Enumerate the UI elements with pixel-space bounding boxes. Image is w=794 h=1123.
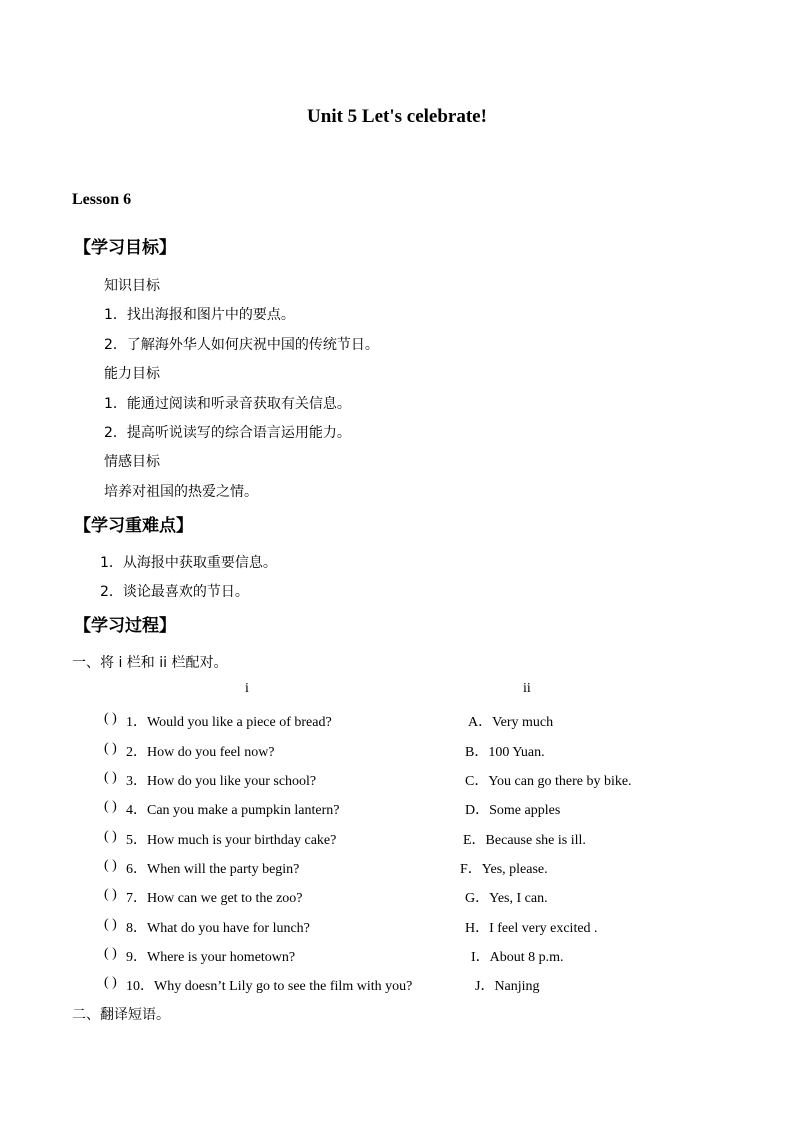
- process-heading: 【学习过程】: [74, 616, 176, 636]
- match-answer: H．I feel very excited .: [465, 921, 598, 936]
- match-question: 5．How much is your birthday cake?: [126, 833, 337, 848]
- match-answer: A．Very much: [468, 715, 554, 730]
- match-question: 4．Can you make a pumpkin lantern?: [126, 803, 340, 818]
- match-question: 7．How can we get to the zoo?: [126, 891, 303, 906]
- match-answer: C．You can go there by bike.: [465, 774, 632, 789]
- knowledge-goal-item: 1．找出海报和图片中的要点。: [104, 307, 295, 323]
- match-answer: I．About 8 p.m.: [471, 950, 564, 965]
- match-question: 3．How do you like your school?: [126, 774, 317, 789]
- match-question: 6．When will the party begin?: [126, 862, 300, 877]
- key-point-item: 2．谈论最喜欢的节日。: [100, 584, 249, 600]
- answer-blank[interactable]: ( ): [104, 946, 117, 961]
- answer-blank[interactable]: ( ): [104, 829, 117, 844]
- answer-blank[interactable]: ( ): [104, 858, 117, 873]
- emotion-goal-label: 情感目标: [104, 454, 160, 470]
- answer-blank[interactable]: ( ): [104, 917, 117, 932]
- knowledge-goal-item: 2．了解海外华人如何庆祝中国的传统节日。: [104, 337, 379, 353]
- exercise2-instruction: 二、翻译短语。: [72, 1007, 170, 1023]
- key-point-item: 1．从海报中获取重要信息。: [100, 555, 277, 571]
- answer-blank[interactable]: ( ): [104, 711, 117, 726]
- goals-heading: 【学习目标】: [74, 238, 176, 258]
- match-question: 9．Where is your hometown?: [126, 950, 296, 965]
- ability-goal-label: 能力目标: [104, 366, 160, 382]
- knowledge-goal-label: 知识目标: [104, 278, 160, 294]
- match-question: 10．Why doesn’t Lily go to see the film with you?: [126, 979, 413, 994]
- ability-goal-item: 2．提高听说读写的综合语言运用能力。: [104, 425, 351, 441]
- match-question: 8．What do you have for lunch?: [126, 921, 310, 936]
- column-i-header: i: [245, 681, 249, 696]
- lesson-heading: Lesson 6: [72, 191, 132, 208]
- page-title: Unit 5 Let's celebrate!: [307, 106, 487, 127]
- match-answer: E．Because she is ill.: [463, 833, 586, 848]
- match-answer: F．Yes, please.: [460, 862, 548, 877]
- emotion-goal-text: 培养对祖国的热爱之情。: [104, 484, 258, 500]
- match-answer: B．100 Yuan.: [465, 745, 545, 760]
- answer-blank[interactable]: ( ): [104, 975, 117, 990]
- match-answer: G．Yes, I can.: [465, 891, 548, 906]
- answer-blank[interactable]: ( ): [104, 799, 117, 814]
- key-points-heading: 【学习重难点】: [74, 516, 193, 536]
- ability-goal-item: 1．能通过阅读和听录音获取有关信息。: [104, 396, 351, 412]
- answer-blank[interactable]: ( ): [104, 770, 117, 785]
- answer-blank[interactable]: ( ): [104, 887, 117, 902]
- match-answer: D．Some apples: [465, 803, 561, 818]
- column-ii-header: ii: [523, 681, 531, 696]
- match-answer: J．Nanjing: [475, 979, 540, 994]
- answer-blank[interactable]: ( ): [104, 741, 117, 756]
- match-question: 1．Would you like a piece of bread?: [126, 715, 332, 730]
- exercise1-instruction: 一、将 i 栏和 ii 栏配对。: [72, 655, 228, 671]
- match-question: 2．How do you feel now?: [126, 745, 275, 760]
